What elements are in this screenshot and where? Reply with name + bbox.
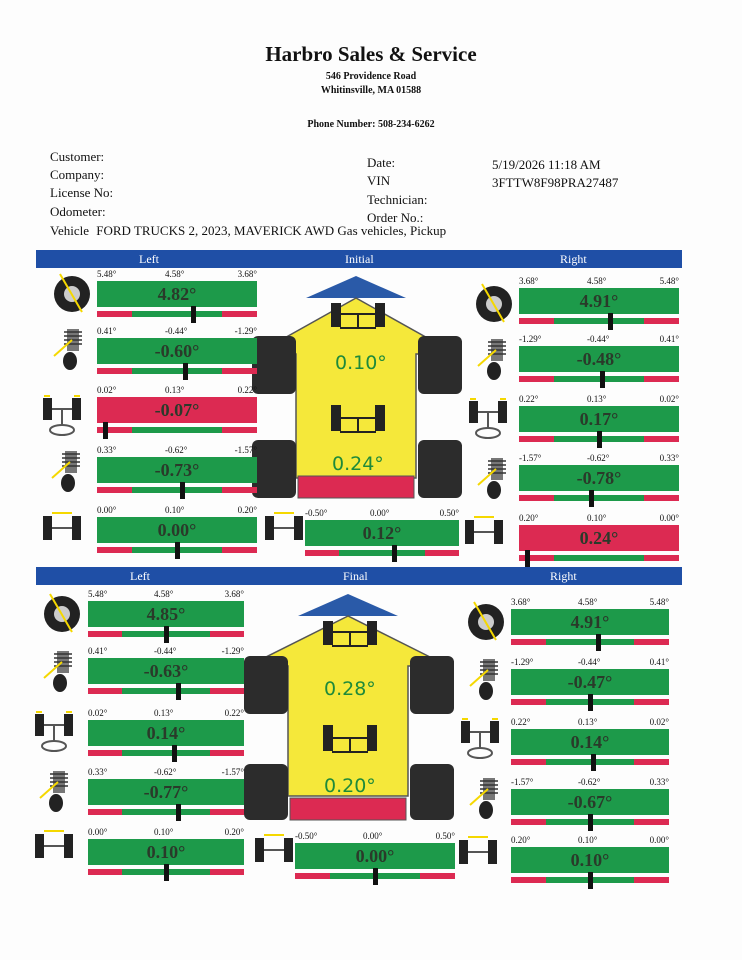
final-thrust-angle-icon	[252, 830, 296, 876]
initial-left-gauge-2	[97, 385, 257, 441]
tolerance-segment	[132, 427, 222, 433]
tolerance-segment	[222, 427, 257, 433]
tolerance-segment	[554, 318, 644, 324]
final-right-label: Right	[550, 569, 577, 583]
range-max-label: 0.00°	[659, 513, 679, 523]
tolerance-segment	[511, 819, 546, 825]
range-min-label: 0.41°	[88, 646, 108, 656]
final-left-gauge-0	[88, 589, 244, 645]
range-min-label: 0.20°	[519, 513, 539, 523]
range-target-label: 0.10°	[578, 835, 598, 845]
tolerance-segment	[132, 368, 222, 374]
tolerance-segment	[519, 318, 554, 324]
range-min-label: -0.50°	[295, 831, 318, 841]
tolerance-segment	[634, 877, 669, 883]
value-indicator	[373, 868, 378, 885]
value-indicator	[164, 864, 169, 881]
range-target-label: 0.10°	[587, 513, 607, 523]
front-left-tire	[244, 656, 288, 714]
initial-right-gauge-0	[519, 276, 679, 332]
tolerance-bar	[511, 759, 669, 765]
tolerance-segment	[305, 550, 339, 556]
final-right-tire-camber-icon	[464, 598, 508, 644]
final-right-rear-toe-icon	[456, 832, 500, 878]
tolerance-segment	[339, 550, 425, 556]
tolerance-segment	[97, 368, 132, 374]
tolerance-bar	[88, 750, 244, 756]
range-min-label: -1.57°	[511, 777, 534, 787]
initial-left-wheel-toe-icon	[40, 392, 84, 438]
measurement-value: 0.10°	[88, 839, 244, 865]
range-max-label: -1.57°	[221, 767, 244, 777]
final-front-total-toe: 0.28°	[324, 678, 376, 700]
tolerance-segment	[634, 699, 669, 705]
vin-value: 3FTTW8F98PRA27487	[492, 175, 619, 190]
range-target-label: 4.58°	[587, 276, 607, 286]
tolerance-segment	[210, 869, 244, 875]
range-max-label: 0.22°	[237, 385, 257, 395]
tolerance-segment	[222, 547, 257, 553]
range-min-label: 0.02°	[88, 708, 108, 718]
range-max-label: 5.48°	[649, 597, 669, 607]
tolerance-bar	[305, 550, 459, 556]
final-right-gauge-3	[511, 777, 669, 833]
range-target-label: 0.00°	[370, 508, 390, 518]
tolerance-segment	[644, 495, 679, 501]
initial-right-gauge-1	[519, 334, 679, 390]
range-min-label: 0.00°	[97, 505, 117, 515]
initial-right-wheel-toe-icon	[466, 395, 510, 441]
range-max-label: 0.41°	[649, 657, 669, 667]
initial-left-gauge-1	[97, 326, 257, 382]
rear-left-tire	[252, 440, 296, 498]
range-max-label: -1.29°	[234, 326, 257, 336]
range-max-label: 0.41°	[659, 334, 679, 344]
measurement-value: 4.91°	[519, 288, 679, 314]
range-min-label: -1.57°	[519, 453, 542, 463]
tolerance-segment	[210, 631, 244, 637]
range-min-label: 0.00°	[88, 827, 108, 837]
range-min-label: 5.48°	[88, 589, 108, 599]
final-left-label: Left	[130, 569, 150, 583]
initial-left-gauge-0	[97, 269, 257, 325]
value-indicator	[176, 683, 181, 700]
range-max-label: 0.50°	[439, 508, 459, 518]
tolerance-bar	[519, 495, 679, 501]
range-target-label: -0.44°	[578, 657, 601, 667]
final-right-gauge-1	[511, 657, 669, 713]
measurement-value: 4.82°	[97, 281, 257, 307]
final-left-gauge-3	[88, 767, 244, 823]
value-indicator	[191, 306, 196, 323]
tolerance-segment	[644, 555, 679, 561]
final-left-gauge-2	[88, 708, 244, 764]
range-min-label: 0.33°	[97, 445, 117, 455]
tolerance-segment	[122, 809, 209, 815]
tolerance-segment	[222, 487, 257, 493]
technician-label: Technician:	[367, 192, 428, 207]
tolerance-segment	[88, 631, 122, 637]
initial-right-tire-camber-icon	[472, 280, 516, 326]
tolerance-segment	[554, 555, 644, 561]
measurement-value: -0.47°	[511, 669, 669, 695]
tolerance-segment	[511, 699, 546, 705]
initial-thrust-angle-icon	[262, 508, 306, 554]
final-left-gauge-1	[88, 646, 244, 702]
value-indicator	[588, 872, 593, 889]
tolerance-segment	[88, 869, 122, 875]
tolerance-segment	[546, 759, 634, 765]
value-indicator	[164, 626, 169, 643]
value-indicator	[392, 545, 397, 562]
range-min-label: 0.41°	[97, 326, 117, 336]
tolerance-bar	[511, 639, 669, 645]
measurement-value: 0.14°	[88, 720, 244, 746]
shop-address: 546 Providence Road	[325, 71, 417, 82]
value-indicator	[103, 422, 108, 439]
tolerance-segment	[511, 877, 546, 883]
initial-left-rear-toe-icon	[40, 508, 84, 554]
value-indicator	[596, 634, 601, 651]
vehicle-value: FORD TRUCKS 2, 2023, MAVERICK AWD Gas vehicles, Pickup	[96, 223, 447, 238]
initial-left-gauge-4	[97, 505, 257, 561]
tolerance-segment	[519, 495, 554, 501]
range-target-label: 4.58°	[578, 597, 598, 607]
value-indicator	[175, 542, 180, 559]
value-indicator	[183, 363, 188, 380]
tolerance-segment	[634, 639, 669, 645]
tolerance-segment	[634, 819, 669, 825]
tolerance-bar	[519, 376, 679, 382]
final-right-rear-strut-icon	[466, 775, 510, 821]
order-label: Order No.:	[367, 210, 424, 225]
range-target-label: -0.62°	[578, 777, 601, 787]
final-right-strut-caster-icon	[466, 656, 510, 702]
final-rear-total-toe: 0.20°	[324, 775, 376, 797]
tolerance-segment	[644, 318, 679, 324]
arrow-tip	[298, 594, 398, 616]
tolerance-bar	[88, 688, 244, 694]
tolerance-segment	[554, 495, 644, 501]
tolerance-segment	[519, 436, 554, 442]
measurement-value: 0.10°	[511, 847, 669, 873]
range-min-label: 0.20°	[511, 835, 531, 845]
range-min-label: 3.68°	[519, 276, 539, 286]
tolerance-segment	[97, 487, 132, 493]
tolerance-segment	[634, 759, 669, 765]
rear-right-tire	[418, 440, 462, 498]
initial-right-rear-strut-icon	[474, 455, 518, 501]
initial-title: Initial	[345, 252, 374, 266]
front-right-tire	[410, 656, 454, 714]
value-indicator	[597, 431, 602, 448]
tolerance-segment	[420, 873, 455, 879]
tolerance-segment	[546, 639, 634, 645]
measurement-value: -0.77°	[88, 779, 244, 805]
range-max-label: -1.29°	[221, 646, 244, 656]
tolerance-segment	[210, 688, 244, 694]
range-min-label: -0.50°	[305, 508, 328, 518]
measurement-value: 0.00°	[295, 843, 455, 869]
date-value: 5/19/2026 11:18 AM	[492, 157, 601, 172]
measurement-value: 0.24°	[519, 525, 679, 551]
initial-left-gauge-3	[97, 445, 257, 501]
range-target-label: 0.13°	[578, 717, 598, 727]
range-target-label: 0.10°	[154, 827, 174, 837]
initial-right-gauge-2	[519, 394, 679, 450]
tolerance-segment	[88, 688, 122, 694]
value-indicator	[591, 754, 596, 771]
thrust-bar	[290, 798, 406, 820]
final-header-band	[36, 567, 682, 585]
final-right-wheel-toe-icon	[458, 715, 502, 761]
initial-left-tire-camber-icon	[50, 270, 94, 316]
shop-name: Harbro Sales & Service	[265, 42, 477, 66]
tolerance-segment	[511, 639, 546, 645]
date-label: Date:	[367, 155, 396, 170]
measurement-value: -0.73°	[97, 457, 257, 483]
range-target-label: -0.44°	[587, 334, 610, 344]
shop-city: Whitinsville, MA 01588	[320, 85, 422, 96]
range-max-label: -1.57°	[234, 445, 257, 455]
tolerance-segment	[97, 311, 132, 317]
final-left-wheel-toe-icon	[32, 708, 76, 754]
range-max-label: 0.02°	[649, 717, 669, 727]
range-max-label: 0.20°	[224, 827, 244, 837]
value-indicator	[589, 490, 594, 507]
value-indicator	[525, 550, 530, 567]
tolerance-segment	[511, 759, 546, 765]
final-right-gauge-2	[511, 717, 669, 773]
range-target-label: -0.62°	[587, 453, 610, 463]
tolerance-segment	[88, 809, 122, 815]
tolerance-segment	[88, 750, 122, 756]
range-target-label: 0.10°	[165, 505, 185, 515]
range-max-label: 0.50°	[435, 831, 455, 841]
tolerance-segment	[425, 550, 459, 556]
tolerance-segment	[132, 487, 222, 493]
tolerance-segment	[295, 873, 330, 879]
measurement-value: 0.00°	[97, 517, 257, 543]
final-right-gauge-4	[511, 835, 669, 891]
tolerance-segment	[554, 376, 644, 382]
tolerance-segment	[644, 376, 679, 382]
tolerance-bar	[97, 311, 257, 317]
measurement-value: -0.07°	[97, 397, 257, 423]
value-indicator	[176, 804, 181, 821]
range-target-label: 4.58°	[154, 589, 174, 599]
range-target-label: -0.62°	[154, 767, 177, 777]
tolerance-segment	[644, 436, 679, 442]
final-left-tire-camber-icon	[40, 590, 84, 636]
final-right-gauge-0	[511, 597, 669, 653]
tolerance-bar	[97, 487, 257, 493]
value-indicator	[588, 694, 593, 711]
range-max-label: 0.33°	[649, 777, 669, 787]
initial-rear-total-toe: 0.24°	[332, 453, 384, 475]
value-indicator	[608, 313, 613, 330]
tolerance-bar	[519, 318, 679, 324]
tolerance-bar	[97, 427, 257, 433]
range-max-label: 0.33°	[659, 453, 679, 463]
range-target-label: 0.13°	[165, 385, 185, 395]
rear-right-tire	[410, 764, 454, 820]
final-left-rear-strut-icon	[36, 768, 80, 814]
range-max-label: 3.68°	[224, 589, 244, 599]
measurement-value: -0.78°	[519, 465, 679, 491]
range-min-label: 3.68°	[511, 597, 531, 607]
range-min-label: -1.29°	[511, 657, 534, 667]
tolerance-segment	[222, 311, 257, 317]
initial-front-total-toe: 0.10°	[335, 352, 387, 374]
range-min-label: 0.22°	[511, 717, 531, 727]
customer-label: Customer:	[50, 149, 105, 164]
measurement-value: -0.48°	[519, 346, 679, 372]
range-max-label: 3.68°	[237, 269, 257, 279]
tolerance-segment	[519, 376, 554, 382]
tolerance-segment	[97, 547, 132, 553]
phone-label: Phone Number:	[307, 119, 376, 130]
measurement-value: 4.85°	[88, 601, 244, 627]
range-target-label: -0.44°	[165, 326, 188, 336]
measurement-value: 0.14°	[511, 729, 669, 755]
range-min-label: -1.29°	[519, 334, 542, 344]
initial-right-rear-toe-icon	[462, 512, 506, 558]
phone-number: 508-234-6262	[377, 119, 435, 130]
range-target-label: -0.44°	[154, 646, 177, 656]
initial-right-gauge-4	[519, 513, 679, 569]
value-indicator	[180, 482, 185, 499]
front-right-tire	[418, 336, 462, 394]
range-min-label: 0.22°	[519, 394, 539, 404]
tolerance-segment	[210, 809, 244, 815]
initial-left-strut-caster-icon	[50, 326, 94, 372]
initial-right-strut-caster-icon	[474, 336, 518, 382]
range-target-label: -0.62°	[165, 445, 188, 455]
range-min-label: 5.48°	[97, 269, 117, 279]
tolerance-segment	[222, 368, 257, 374]
range-target-label: 0.13°	[154, 708, 174, 718]
initial-right-gauge-3	[519, 453, 679, 509]
initial-left-rear-strut-icon	[48, 448, 92, 494]
measurement-value: -0.67°	[511, 789, 669, 815]
range-max-label: 0.22°	[224, 708, 244, 718]
tolerance-segment	[210, 750, 244, 756]
range-target-label: 0.00°	[363, 831, 383, 841]
tolerance-segment	[122, 750, 209, 756]
final-left-gauge-4	[88, 827, 244, 883]
measurement-value: -0.63°	[88, 658, 244, 684]
final-left-strut-caster-icon	[40, 648, 84, 694]
rear-left-tire	[244, 764, 288, 820]
odometer-label: Odometer:	[50, 204, 106, 219]
final-thrust-gauge	[295, 831, 455, 887]
measurement-value: -0.60°	[97, 338, 257, 364]
measurement-value: 0.17°	[519, 406, 679, 432]
final-left-rear-toe-icon	[32, 826, 76, 872]
tolerance-segment	[132, 311, 222, 317]
license-label: License No:	[50, 185, 114, 200]
tolerance-bar	[519, 555, 679, 561]
initial-right-label: Right	[560, 252, 587, 266]
tolerance-bar	[97, 368, 257, 374]
range-target-label: 4.58°	[165, 269, 185, 279]
vin-label: VIN	[367, 173, 391, 188]
value-indicator	[600, 371, 605, 388]
range-max-label: 0.20°	[237, 505, 257, 515]
vehicle-label: Vehicle	[50, 223, 89, 238]
final-title: Final	[343, 569, 368, 583]
front-left-tire	[252, 336, 296, 394]
tolerance-segment	[122, 688, 209, 694]
range-min-label: 0.33°	[88, 767, 108, 777]
thrust-bar	[298, 476, 414, 498]
initial-header-band	[36, 250, 682, 268]
tolerance-bar	[88, 809, 244, 815]
initial-thrust-gauge	[305, 508, 459, 564]
range-max-label: 0.02°	[659, 394, 679, 404]
shop-phone	[0, 119, 742, 130]
value-indicator	[172, 745, 177, 762]
range-max-label: 5.48°	[659, 276, 679, 286]
range-min-label: 0.02°	[97, 385, 117, 395]
company-label: Company:	[50, 167, 105, 182]
initial-left-label: Left	[139, 252, 159, 266]
range-max-label: 0.00°	[649, 835, 669, 845]
value-indicator	[588, 814, 593, 831]
measurement-value: 0.12°	[305, 520, 459, 546]
arrow-tip	[306, 276, 406, 298]
measurement-value: 4.91°	[511, 609, 669, 635]
range-target-label: 0.13°	[587, 394, 607, 404]
